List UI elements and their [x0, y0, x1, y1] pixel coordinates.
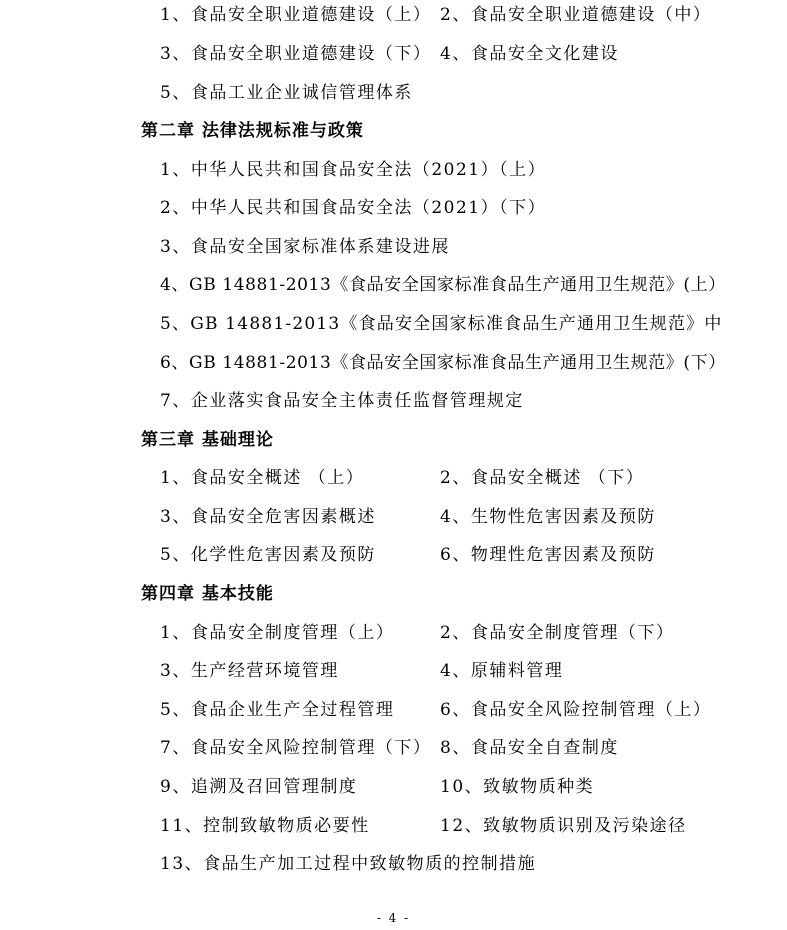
list-item: 2、食品安全制度管理（下） — [440, 623, 675, 643]
list-item: 4、GB 14881-2013《食品安全国家标准食品生产通用卫生规范》(上） — [160, 275, 726, 295]
list-item: 3、食品安全国家标准体系建设进展 — [160, 237, 450, 257]
list-item: 4、原辅料管理 — [440, 661, 564, 681]
chapter-heading: 第四章 基本技能 — [141, 584, 274, 604]
list-item: 11、控制致敏物质必要性 — [160, 816, 370, 836]
list-item: 13、食品生产加工过程中致敏物质的控制措施 — [160, 854, 537, 874]
list-item: 6、食品安全风险控制管理（上） — [440, 700, 712, 720]
list-item: 6、物理性危害因素及预防 — [440, 545, 656, 565]
list-item: 2、中华人民共和国食品安全法（2021）（下） — [160, 198, 547, 218]
list-item: 5、GB 14881-2013《食品安全国家标准食品生产通用卫生规范》中 — [160, 314, 723, 334]
list-item: 4、生物性危害因素及预防 — [440, 507, 656, 527]
list-item: 2、食品安全职业道德建设（中） — [440, 5, 712, 25]
list-item: 4、食品安全文化建设 — [440, 44, 619, 64]
list-item: 5、食品企业生产全过程管理 — [160, 700, 395, 720]
list-item: 1、中华人民共和国食品安全法（2021）（上） — [160, 160, 547, 180]
list-item: 12、致敏物质识别及污染途径 — [440, 816, 687, 836]
list-item: 9、追溯及召回管理制度 — [160, 777, 358, 797]
list-item: 5、化学性危害因素及预防 — [160, 545, 376, 565]
list-item: 10、致敏物质种类 — [440, 777, 595, 797]
list-item: 1、食品安全制度管理（上） — [160, 623, 395, 643]
list-item: 1、食品安全职业道德建设（上） — [160, 5, 432, 25]
chapter-heading: 第三章 基础理论 — [141, 430, 274, 450]
list-item: 7、企业落实食品安全主体责任监督管理规定 — [160, 391, 524, 411]
list-item: 1、食品安全概述 （上） — [160, 468, 365, 488]
list-item: 3、食品安全职业道德建设（下） — [160, 44, 432, 64]
list-item: 3、生产经营环境管理 — [160, 661, 339, 681]
list-item: 8、食品安全自查制度 — [440, 738, 619, 758]
list-item: 2、食品安全概述 （下） — [440, 468, 645, 488]
list-item: 6、GB 14881-2013《食品安全国家标准食品生产通用卫生规范》(下） — [160, 353, 726, 373]
list-item: 3、食品安全危害因素概述 — [160, 507, 376, 527]
list-item: 5、食品工业企业诚信管理体系 — [160, 83, 413, 103]
chapter-heading: 第二章 法律法规标准与政策 — [141, 121, 364, 141]
list-item: 7、食品安全风险控制管理（下） — [160, 738, 432, 758]
page-number: - 4 - — [376, 911, 411, 925]
